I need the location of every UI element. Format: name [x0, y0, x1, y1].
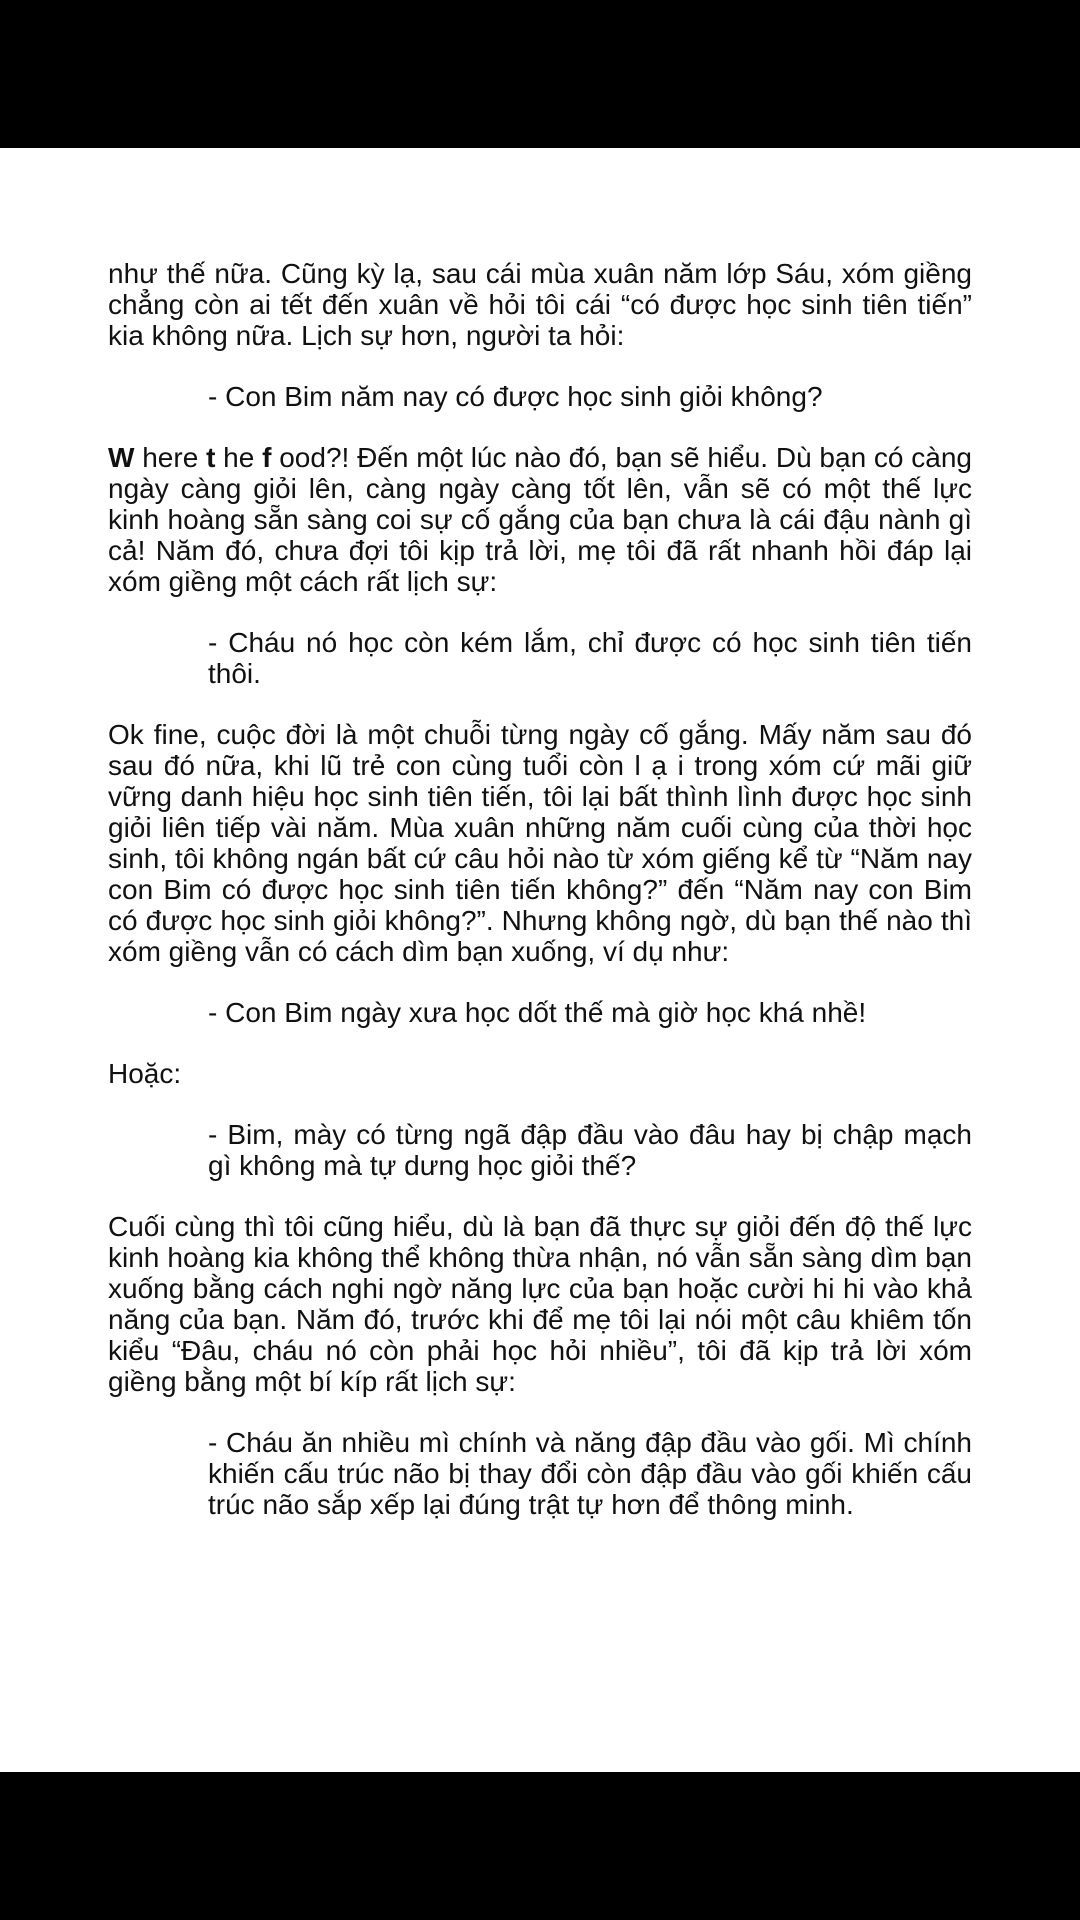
- quote-3: - Con Bim ngày xưa học dốt thế mà giờ học khá nhề!: [208, 997, 867, 1028]
- text-here: here: [134, 442, 207, 473]
- paragraph-2-rest: ood?! Đến một lúc nào đó, bạn sẽ hiểu. Dù bạn có càng ngày càng giỏi lên, càng ngày càng tốt lên, vẫn sẽ có một thế lực kinh hoàng sẵn sàng coi sự cố gắng của bạn chưa là cái đậu nành gì cả! Năm đó, chưa đợi tôi kịp trả lời, mẹ tôi đã rất nhanh hồi đáp lại xóm giềng một cách rất lịch sự:: [108, 442, 972, 597]
- quote-5: - Cháu ăn nhiều mì chính và năng đập đầu vào gối. Mì chính khiến cấu trúc não bị thay đổi còn đập đầu vào gối khiến cấu trúc não sắp xếp lại đúng trật tự hơn để thông minh.: [208, 1427, 972, 1520]
- bold-letter-w: W: [108, 442, 135, 473]
- paragraph-5: Cuối cùng thì tôi cũng hiểu, dù là bạn đã thực sự giỏi đến độ thế lực kinh hoàng kia không thể không thừa nhận, nó vẫn sẵn sàng dìm bạn xuống bằng cách nghi ngờ năng lực của bạn hoặc cười hi hi vào khả năng của bạn. Năm đó, trước khi để mẹ tôi lại nói một câu khiêm tốn kiểu “Đâu, cháu nó còn phải học hỏi nhiều”, tôi đã kịp trả lời xóm giềng bằng một bí kíp rất lịch sự:: [108, 1211, 972, 1397]
- paragraph-4: Hoặc:: [108, 1058, 182, 1089]
- text-he: he: [215, 442, 263, 473]
- quote-2: - Cháu nó học còn kém lắm, chỉ được có học sinh tiên tiến thôi.: [208, 627, 972, 689]
- top-black-bar: [0, 0, 1080, 148]
- document-body: [108, 258, 972, 1550]
- document-page[interactable]: [0, 148, 1080, 1772]
- bold-letter-t: t: [206, 442, 216, 473]
- paragraph-2: [108, 442, 972, 597]
- quote-4: - Bim, mày có từng ngã đập đầu vào đâu hay bị chập mạch gì không mà tự dưng học giỏi thế?: [208, 1119, 972, 1181]
- paragraph-3: Ok fine, cuộc đời là một chuỗi từng ngày cố gắng. Mấy năm sau đó sau đó nữa, khi lũ trẻ con cùng tuổi còn l ạ i trong xóm cứ mãi giữ vững danh hiệu học sinh tiên tiến, tôi lại bất thình lình được học sinh giỏi liên tiếp vài năm. Mùa xuân những năm cuối cùng của thời học sinh, tôi không ngán bất cứ câu hỏi nào từ xóm giếng kể từ “Năm nay con Bim có được học sinh tiên tiến không?” đến “Năm nay con Bim có được học sinh giỏi không?”. Nhưng không ngờ, dù bạn thế nào thì xóm giềng vẫn có cách dìm bạn xuống, ví dụ như:: [108, 719, 972, 967]
- bottom-black-bar: [0, 1772, 1080, 1920]
- quote-1: - Con Bim năm nay có được học sinh giỏi không?: [208, 381, 823, 412]
- paragraph-1: như thế nữa. Cũng kỳ lạ, sau cái mùa xuân năm lớp Sáu, xóm giềng chẳng còn ai tết đến xuân về hỏi tôi cái “có được học sinh tiên tiến” kia không nữa. Lịch sự hơn, người ta hỏi:: [108, 258, 972, 351]
- bold-letter-f: f: [262, 442, 272, 473]
